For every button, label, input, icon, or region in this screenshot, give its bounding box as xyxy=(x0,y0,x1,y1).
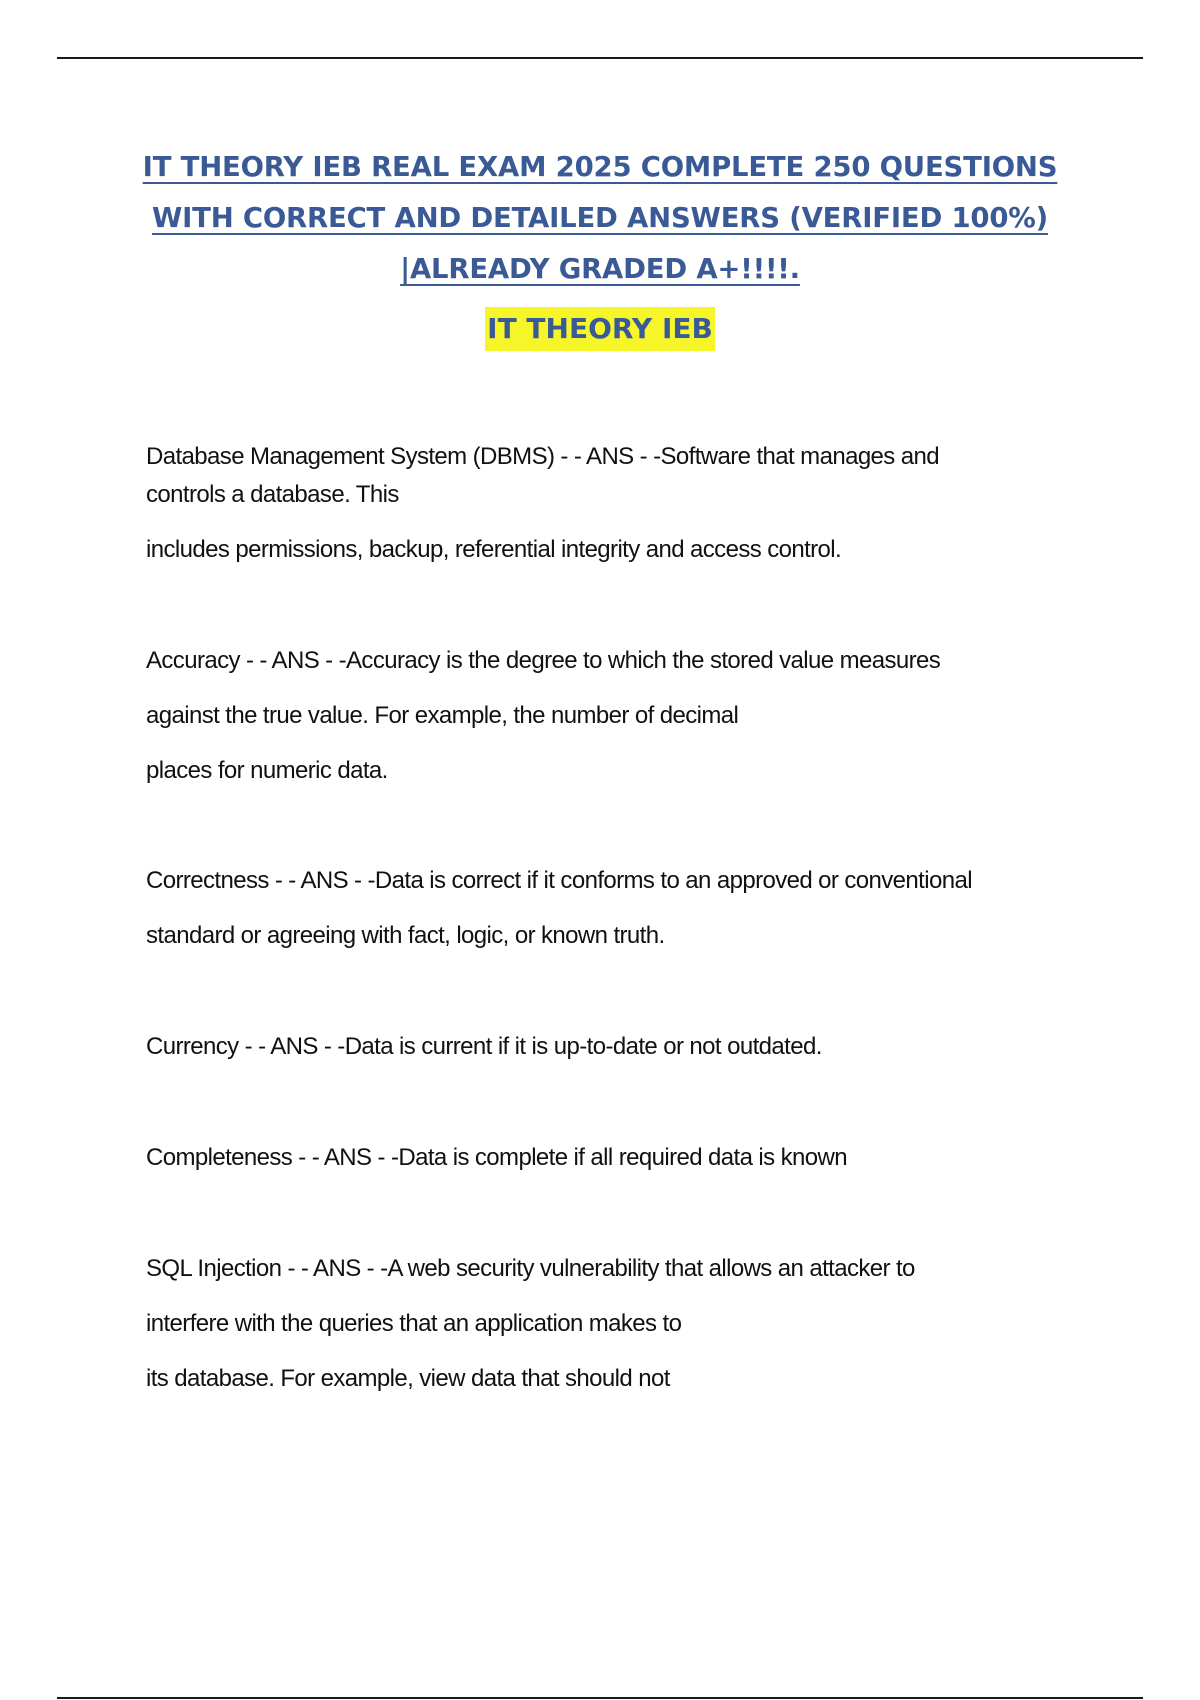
entry-line: Accuracy - - ANS - -Accuracy is the degree to which the stored value measures xyxy=(146,647,941,674)
highlighted-subtitle: IT THEORY IEB xyxy=(485,307,715,351)
document-header xyxy=(100,142,1100,351)
entry-line: Completeness - - ANS - -Data is complete if all required data is known xyxy=(146,1144,847,1171)
document-title xyxy=(100,142,1100,295)
entry-line: its database. For example, view data that should not xyxy=(146,1365,670,1392)
bottom-rule xyxy=(57,1697,1143,1699)
entry-line: against the true value. For example, the number of decimal xyxy=(146,702,739,729)
entry-line: Correctness - - ANS - -Data is correct if it conforms to an approved or conventional xyxy=(146,867,972,894)
qa-entries xyxy=(146,438,1086,1398)
entry-line: Database Management System (DBMS) - - ANS - -Software that manages and xyxy=(146,443,940,470)
title-line: IT THEORY IEB REAL EXAM 2025 COMPLETE 250 QUESTIONS xyxy=(142,151,1058,183)
entry-line: includes permissions, backup, referential integrity and access control. xyxy=(146,536,842,563)
qa-entry-currency xyxy=(146,1028,1086,1066)
entry-line: controls a database. This xyxy=(146,481,399,508)
title-line: |ALREADY GRADED A+!!!!. xyxy=(400,253,800,285)
entry-line: interfere with the queries that an application makes to xyxy=(146,1310,682,1337)
top-rule xyxy=(57,57,1143,59)
qa-entry-accuracy xyxy=(146,642,1086,790)
qa-entry-completeness xyxy=(146,1139,1086,1177)
qa-entry-dbms xyxy=(146,438,1086,569)
entry-line: standard or agreeing with fact, logic, or known truth. xyxy=(146,922,665,949)
entry-line: SQL Injection - - ANS - -A web security vulnerability that allows an attacker to xyxy=(146,1255,915,1282)
qa-entry-correctness xyxy=(146,862,1086,955)
entry-line: Currency - - ANS - -Data is current if it is up-to-date or not outdated. xyxy=(146,1033,822,1060)
title-line: WITH CORRECT AND DETAILED ANSWERS (VERIFIED 100%) xyxy=(151,202,1049,234)
entry-line: places for numeric data. xyxy=(146,757,388,784)
qa-entry-sql-injection xyxy=(146,1250,1086,1398)
